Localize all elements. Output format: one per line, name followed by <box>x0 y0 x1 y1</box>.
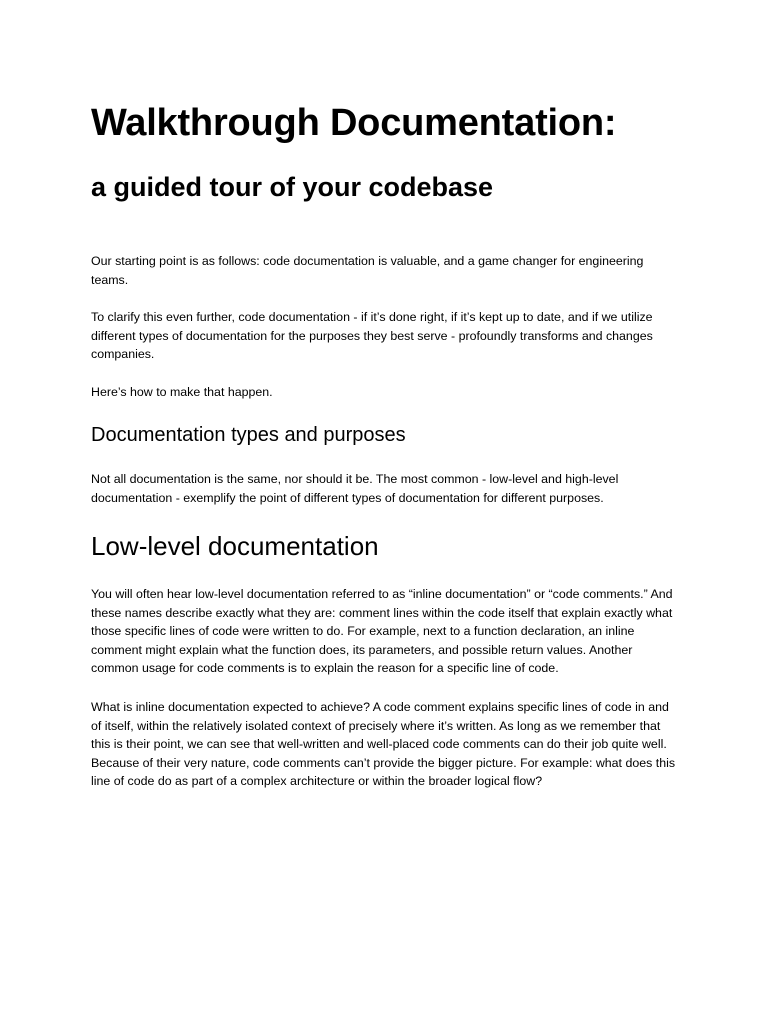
document-subtitle: a guided tour of your codebase <box>91 172 494 202</box>
low-level-paragraph-1: You will often hear low-level documentation referred to as “inline documentation” or “code comments.” And these names describe exactly what they are: comment lines within the code itself that explain exactly what those specific lines of code were written to do. For example, next to a function declaration, an inline comment might explain what the function does, its parameters, and possible return values. Another common usage for code comments is to explain the reason for a specific line of code. <box>91 587 673 676</box>
section-heading-documentation-types: Documentation types and purposes <box>91 424 406 446</box>
documentation-types-paragraph: Not all documentation is the same, nor should it be. The most common - low-level and high-level documentation - exemplify the point of different types of documentation for different purposes. <box>91 472 619 505</box>
intro-paragraph-3: Here’s how to make that happen. <box>91 385 273 399</box>
section-heading-low-level: Low-level documentation <box>91 531 379 561</box>
intro-paragraph-2: To clarify this even further, code documentation - if it’s done right, if it’s kept up to date, and if we utilize different types of documentation for the purposes they best serve - profoundly transforms and changes companies. <box>91 310 653 362</box>
intro-paragraph-1: Our starting point is as follows: code documentation is valuable, and a game changer for engineering teams. <box>91 254 644 287</box>
low-level-paragraph-2: What is inline documentation expected to achieve? A code comment explains specific lines of code in and of itself, within the relatively isolated context of precisely where it’s written. As long as we remember that this is their point, we can see that well-written and well-placed code comments can do their job quite well. Because of their very nature, code comments can’t provide the bigger picture. For example: what does this line of code do as part of a complex architecture or within the broader logical flow? <box>91 700 676 789</box>
document-title: Walkthrough Documentation: <box>91 102 617 144</box>
